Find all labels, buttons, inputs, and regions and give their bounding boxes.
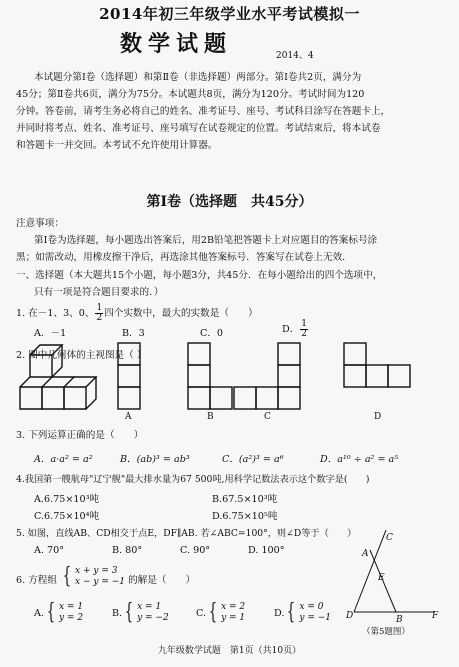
q6-option-b: B. { x = 1 y = −2 (112, 600, 169, 625)
q5-line-cd (354, 530, 386, 612)
instruction-line-5: 和答题卡一并交回。本考试不允许使用计算器。 (16, 140, 218, 151)
q2-solid-icon (20, 345, 96, 409)
section-title: 第Ⅰ卷（选择题 共45分） (146, 194, 313, 210)
q2-view-d (344, 343, 410, 387)
q6-letter-a: A. (34, 607, 44, 619)
q1-stem-b: 四个实数中，最大的实数是（ ） (104, 308, 258, 319)
q6-letter-d: D. (274, 607, 285, 619)
q5-label-d: D (346, 611, 354, 621)
q3-option-d: D．a¹⁰ ÷ a² = a⁵ (320, 454, 399, 465)
question-5-stem: 5. 如图，直线AB、CD相交于点E，DF∥AB. 若∠ABC=100°，则∠D等于（ ） (16, 528, 357, 539)
q6-b-x: x = 1 (137, 602, 162, 612)
q3-option-c: C．(a²)³ = a⁶ (222, 454, 284, 465)
q2-label-c: C (264, 412, 271, 419)
q1-option-d-prefix: D． (282, 324, 300, 335)
q4-option-d: D.6.75×10⁵吨 (212, 511, 278, 522)
q2-view-a (118, 343, 140, 409)
q6-eq-2: x − y = −1 (75, 577, 125, 587)
q5-option-c: C. 90° (180, 545, 211, 556)
q6-c-x: x = 2 (221, 602, 246, 612)
choice-intro-line-2: 只有一项是符合题目要求的．） (34, 287, 164, 298)
question-2-stem: 2. 图中几何体的主视图是（ ） (16, 350, 147, 361)
q1-option-c: C．0 (200, 328, 224, 339)
q4-option-b: B.67.5×10³吨 (212, 494, 278, 505)
notice-label: 注意事项： (16, 218, 64, 229)
q6-a-x: x = 1 (58, 602, 84, 612)
choice-intro-line-1: 一、选择题（本大题共15个小题，每小题3分，共45分．在每小题给出的四个选项中， (16, 270, 383, 281)
question-3-stem: 3. 下列运算正确的是（ ） (16, 430, 144, 441)
q1-fraction (95, 304, 103, 323)
exam-date: 2014、4 (276, 51, 314, 61)
q6-letter-c: C. (196, 607, 207, 619)
q1-stem-a: 1. 在－1、3、0、 (16, 308, 95, 319)
q1-fraction-num: 1 (96, 303, 103, 313)
q6-a-y: y = 2 (58, 613, 84, 623)
page-footer: 九年级数学试题 第1页（共10页） (157, 646, 302, 656)
q5-label-a: A (362, 549, 369, 559)
q5-label-e: E (378, 573, 385, 583)
q6-option-d: D. { x = 0 y = −1 (274, 600, 332, 625)
q2-label-d: D (374, 412, 382, 419)
q5-option-b: B. 80° (112, 545, 143, 556)
q6-system: { x + y = 3 x − y = −1 (62, 564, 125, 589)
q5-figure-caption: （第5题图） (362, 627, 410, 637)
instruction-line-1: 本试题分第Ⅰ卷（选择题）和第Ⅱ卷（非选择题）两部分。第Ⅰ卷共2页，满分为 (34, 72, 362, 83)
instruction-line-3: 分钟。答卷前，请考生务必将自己的姓名、准考证号、座号、考试科目涂写在答题卡上， (16, 106, 391, 117)
q2-label-a: A (125, 412, 132, 419)
q6-stem-a: 6. 方程组 (16, 575, 57, 586)
exam-main-title: 数学试题 (120, 31, 233, 57)
q5-option-d: D. 100° (248, 545, 285, 556)
q5-geometry-figure (336, 528, 446, 640)
q4-option-c: C.6.75×10⁴吨 (34, 511, 100, 522)
q6-d-x: x = 0 (299, 602, 324, 612)
q6-b-y: y = −2 (137, 613, 169, 623)
q4-option-a: A.6.75×10³吨 (34, 494, 100, 505)
question-1-stem (16, 304, 258, 323)
q1-option-b: B．3 (122, 328, 145, 339)
q1-option-a: A．－1 (34, 328, 67, 339)
q6-c-y: y = 1 (221, 613, 246, 623)
q6-eq-1: x + y = 3 (75, 566, 118, 576)
q3-option-b: B．(ab)³ = ab³ (120, 454, 190, 465)
q6-option-c: C. { x = 2 y = 1 (196, 600, 246, 625)
q5-label-b: B (396, 615, 403, 625)
q2-view-c (234, 343, 300, 409)
q6-letter-b: B. (112, 607, 123, 619)
instruction-line-2: 45分；第Ⅱ卷共6页，满分为75分。本试题共8页，满分为120分。考试时间为120 (16, 89, 365, 100)
q2-views-figure (10, 337, 450, 419)
q1-option-d-num: 1 (301, 319, 308, 329)
q2-label-b: B (207, 412, 214, 419)
q6-d-y: y = −1 (299, 613, 332, 623)
instruction-line-4: 并同时将考点、姓名、准考证号、座号填写在试卷规定的位置。考试结束后，将本试卷 (16, 123, 381, 134)
q5-label-c: C (386, 533, 393, 543)
q3-option-a: A．a·a² = a² (34, 454, 93, 465)
q5-option-a: A. 70° (34, 545, 65, 556)
question-4-stem: 4.我国第一艘航母"辽宁舰"最大排水量为67 500吨,用科学记数法表示这个数字是( ) (16, 474, 370, 485)
q6-option-a: A. { x = 1 y = 2 (34, 600, 84, 625)
question-6-stem (16, 566, 195, 592)
q1-fraction-den: 2 (96, 313, 103, 323)
notice-line-2: 黑；如需改动，用橡皮擦干净后，再选涂其他答案标号．答案写在试卷上无效． (16, 252, 352, 263)
q2-view-b (188, 343, 232, 409)
q5-label-f: F (432, 611, 439, 621)
q1-option-d-den: 2 (301, 329, 308, 339)
exam-header-title: 2014年初三年级学业水平考试模拟一 (99, 5, 360, 23)
notice-line-1: 第Ⅰ卷为选择题，每小题选出答案后，用2B铅笔把答题卡上对应题目的答案标号涂 (34, 235, 378, 246)
q6-stem-b: 的解是（ ） (128, 575, 196, 586)
